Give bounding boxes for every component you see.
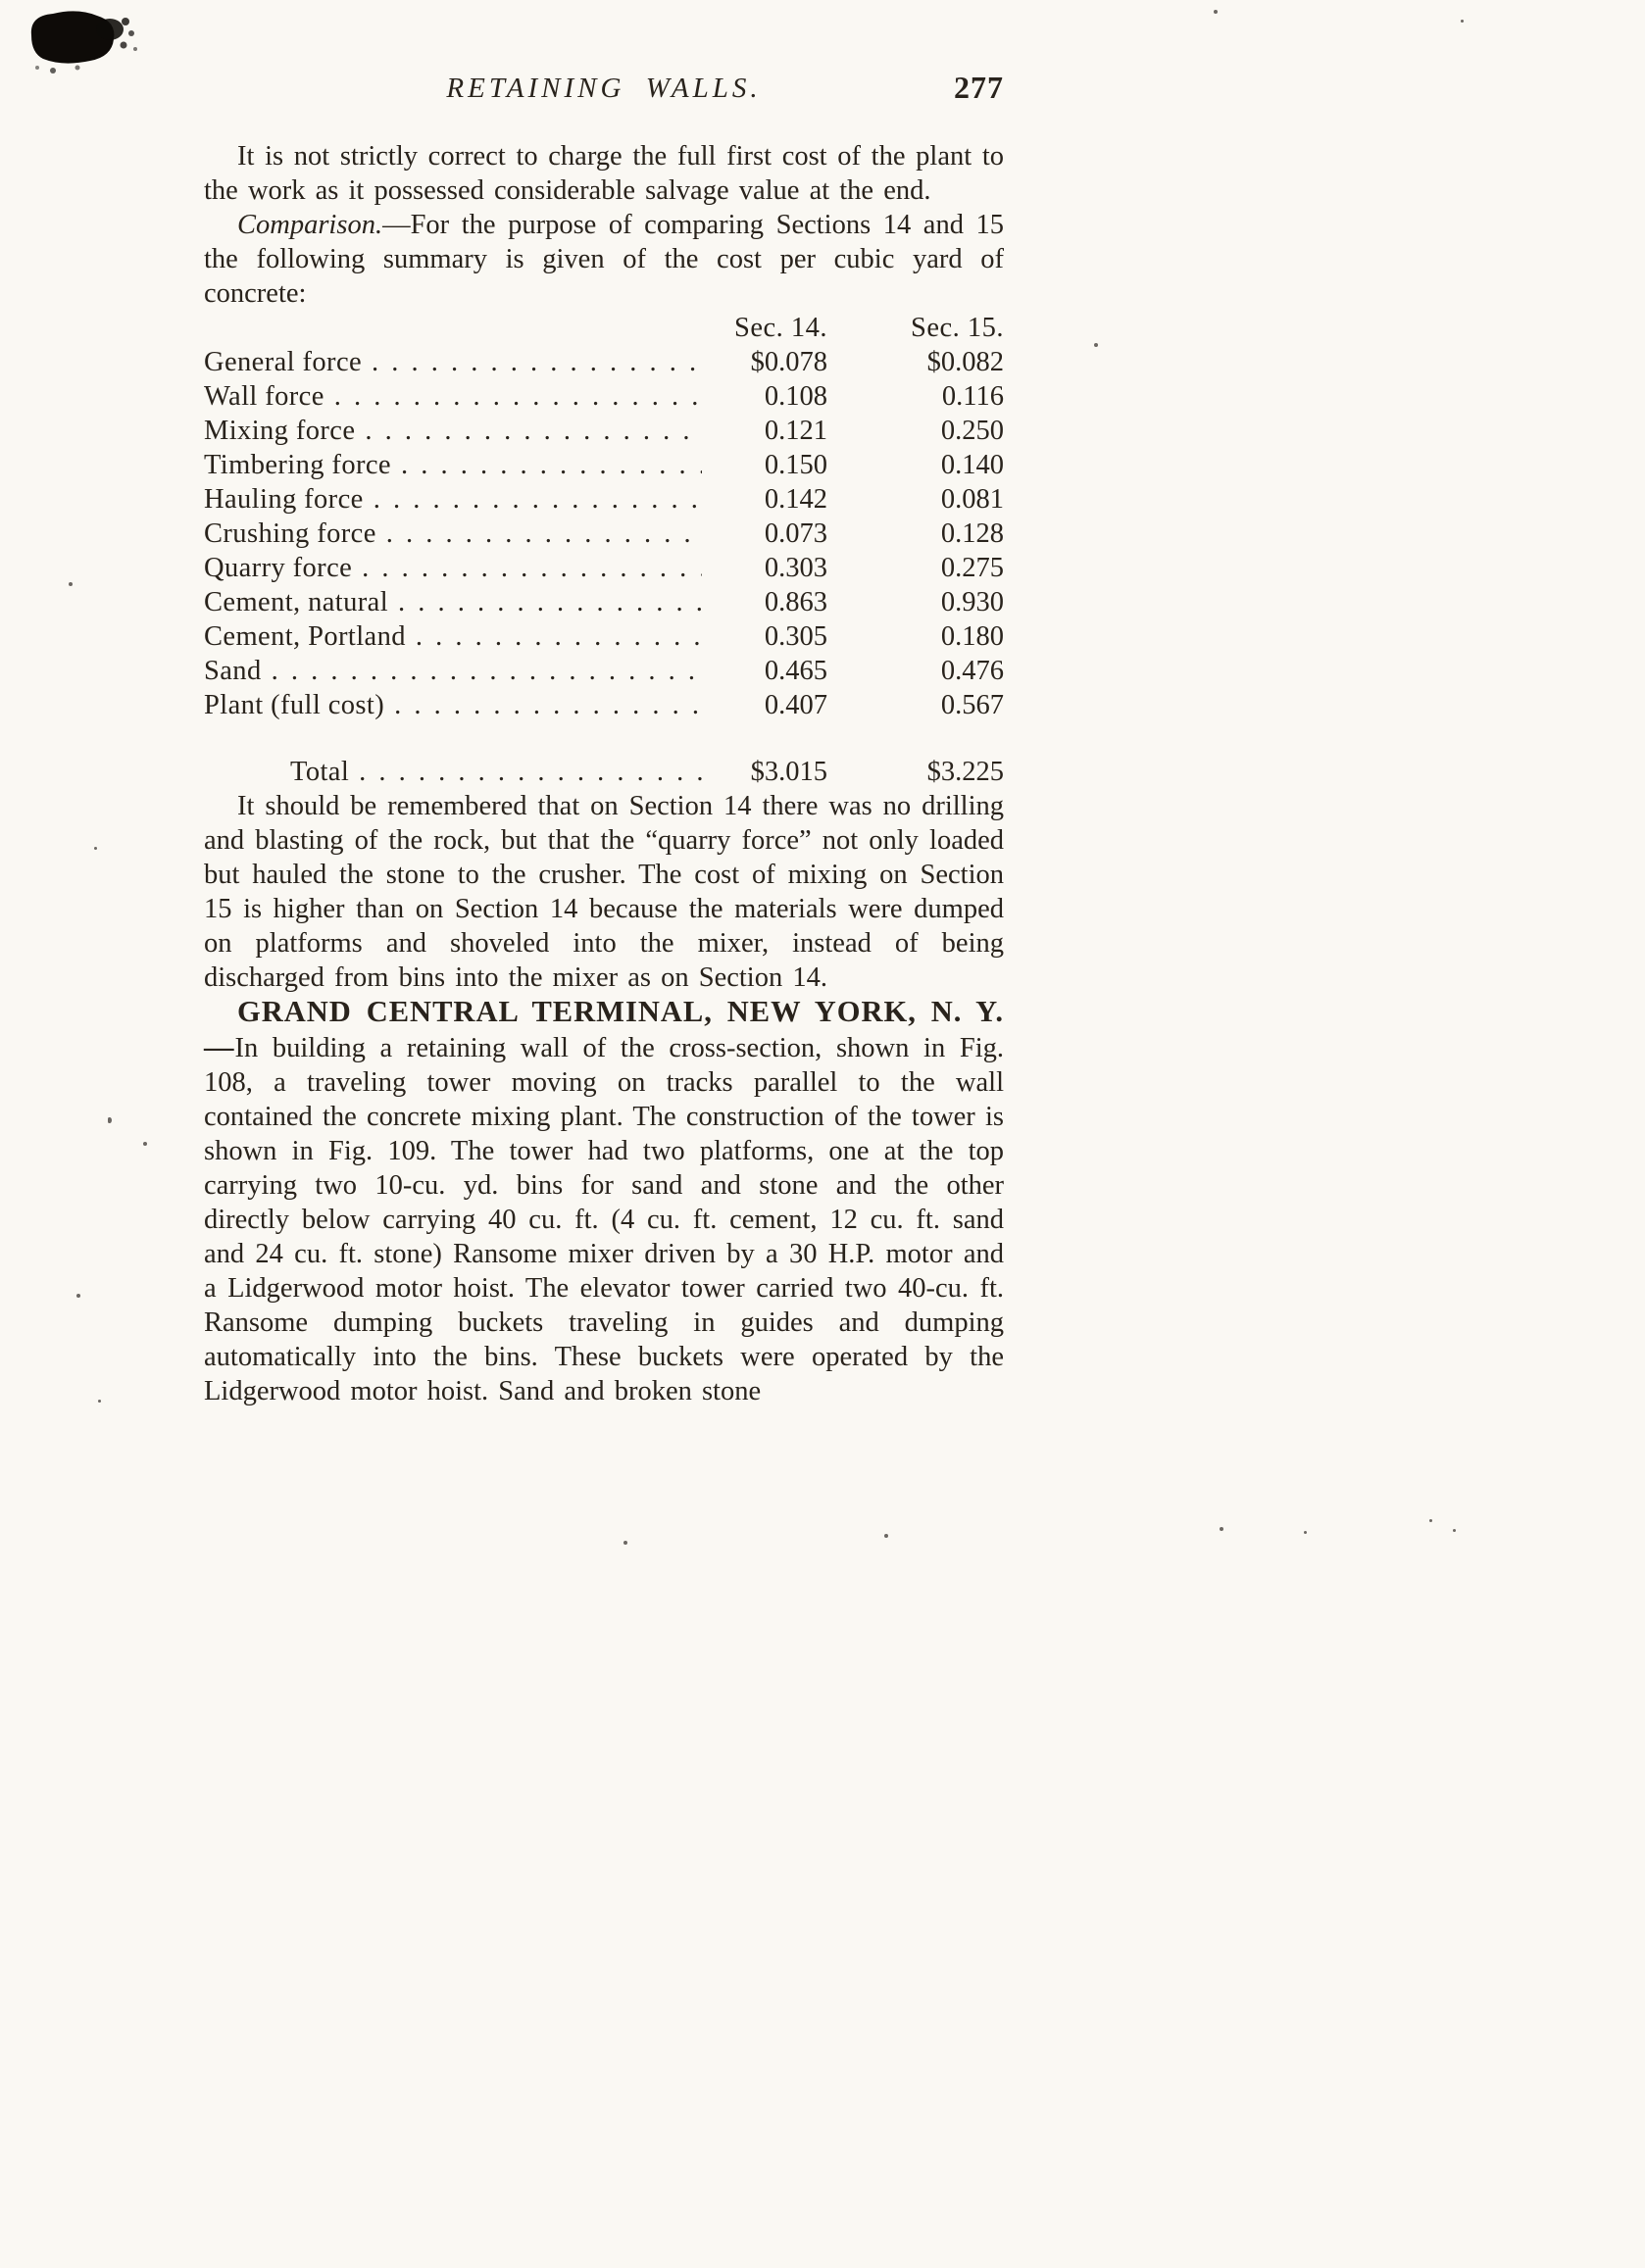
scan-speck [1214, 10, 1218, 14]
row-label: Hauling force [204, 484, 364, 515]
sec15-value: 0.116 [941, 381, 1004, 412]
sec14-value: 0.303 [764, 553, 827, 583]
sec15-value: 0.275 [940, 553, 1004, 583]
table-total-row [204, 755, 1004, 789]
dot-leader [386, 517, 702, 551]
scan-speck [1220, 1527, 1223, 1531]
grand-central-heading: GRAND CENTRAL TERMINAL, NEW YORK, N. Y.— [204, 995, 1004, 1063]
table-row [204, 379, 1004, 414]
row-label: Wall force [204, 381, 324, 412]
row-label: Timbering force [204, 450, 391, 480]
col-header-sec15: Sec. 15. [910, 313, 1004, 343]
scan-speck [623, 1541, 627, 1545]
sec15-value: 0.128 [940, 518, 1004, 549]
table-row [204, 688, 1004, 722]
text-block [204, 70, 1004, 1408]
col-header-sec14: Sec. 14. [733, 313, 827, 343]
table-row [204, 482, 1004, 517]
sec14-value: 0.121 [764, 416, 827, 446]
running-head [204, 70, 1004, 118]
scan-speck [1094, 343, 1098, 347]
dot-leader [372, 345, 702, 379]
comparison-rest: —For the purpose of comparing Sections 14 and 15 the following summary is given of the cost per cubic yard of concrete: [204, 210, 1004, 309]
sec14-value: $0.078 [750, 347, 827, 377]
table-row [204, 345, 1004, 379]
scan-speck [884, 1534, 888, 1538]
scan-speck [98, 1400, 101, 1403]
table-row [204, 619, 1004, 654]
sec15-value: 0.081 [940, 484, 1004, 515]
comparison-lead: Comparison. [237, 210, 383, 240]
paragraph-salvage: It is not strictly correct to charge the full first cost of the plant to the work as it possessed considerable salvage value at the end. [204, 141, 1004, 206]
dot-leader [398, 585, 702, 619]
table-row [204, 414, 1004, 448]
row-label: Cement, natural [204, 587, 389, 617]
scan-speck [1304, 1531, 1307, 1534]
sec14-value: 0.863 [764, 587, 827, 617]
scan-speck [1461, 20, 1464, 23]
dot-leader [401, 448, 702, 482]
sec14-value: 0.305 [764, 621, 827, 652]
scan-speck [143, 1142, 147, 1146]
row-label: Sand [204, 656, 262, 686]
sec14-value: 0.465 [764, 656, 827, 686]
page-title: RETAINING WALLS. [446, 73, 762, 104]
scan-speck [1453, 1529, 1456, 1532]
paragraph-remembered: It should be remembered that on Section 14 there was no drilling and blasting of the rock, but that the “quarry force” not only loaded but hauled the stone to the crusher. The cost of mixing on Section 15 is higher than on Section 14 because the materials were dumped on platforms and shoveled into the mixer, instead of being discharged from bins into the mixer as on Section 14. [204, 791, 1004, 993]
scan-speck [1429, 1519, 1432, 1522]
dot-leader [416, 619, 702, 654]
row-label: Quarry force [204, 553, 353, 583]
row-label: Crushing force [204, 518, 376, 549]
sec15-value: 0.140 [940, 450, 1004, 480]
dot-leader [365, 414, 702, 448]
table-row [204, 654, 1004, 688]
sec14-value: 0.073 [764, 518, 827, 549]
sec15-value: 0.250 [940, 416, 1004, 446]
table-row [204, 517, 1004, 551]
scan-speck [108, 1117, 112, 1123]
table-row [204, 551, 1004, 585]
scan-speck [76, 1294, 80, 1298]
total-label: Total [290, 757, 350, 787]
page-number: 277 [954, 70, 1004, 105]
grand-central-text: In building a retaining wall of the cross-section, shown in Fig. 108, a traveling tower moving on tracks parallel to the wall contained the concrete mixing plant. The construction of the tower is shown in Fig. 109. The tower had two platforms, one at the top carrying two 10-cu. yd. bins for sand and stone and the other directly below carrying 40 cu. ft. (4 cu. ft. cement, 12 cu. ft. sand and 24 cu. ft. stone) Ransome mixer driven by a 30 H.P. motor and a Lidgerwood motor hoist. The elevator tower carried two 40-cu. ft. Ransome dumping buckets traveling in guides and dumping automatically into the bins. These buckets were operated by the Lidgerwood motor hoist. Sand and broken stone [204, 1033, 1004, 1406]
table-header-row [204, 312, 1004, 345]
cost-comparison-table [204, 312, 1004, 789]
dot-leader [374, 482, 702, 517]
scan-speck [69, 582, 73, 586]
total-sec14-value: $3.015 [750, 757, 827, 787]
dot-leader [272, 654, 702, 688]
row-label: Plant (full cost) [204, 690, 385, 720]
sec15-value: 0.930 [940, 587, 1004, 617]
sec14-value: 0.108 [764, 381, 827, 412]
sec15-value: 0.567 [940, 690, 1004, 720]
dot-leader [362, 551, 702, 585]
sec15-value: $0.082 [926, 347, 1004, 377]
sec15-value: 0.180 [940, 621, 1004, 652]
row-label: Cement, Portland [204, 621, 406, 652]
dot-leader [334, 379, 702, 414]
sec14-value: 0.142 [764, 484, 827, 515]
dot-leader [394, 688, 702, 722]
dot-leader [359, 755, 702, 789]
table-row [204, 448, 1004, 482]
scan-speck [94, 847, 97, 850]
sec14-value: 0.150 [764, 450, 827, 480]
sec14-value: 0.407 [764, 690, 827, 720]
total-sec15-value: $3.225 [926, 757, 1004, 787]
row-label: General force [204, 347, 363, 377]
row-label: Mixing force [204, 416, 356, 446]
ink-smudge [24, 6, 151, 84]
paragraph-grand-central [204, 995, 1004, 1408]
paragraph-comparison [204, 208, 1004, 311]
table-row [204, 585, 1004, 619]
sec15-value: 0.476 [940, 656, 1004, 686]
